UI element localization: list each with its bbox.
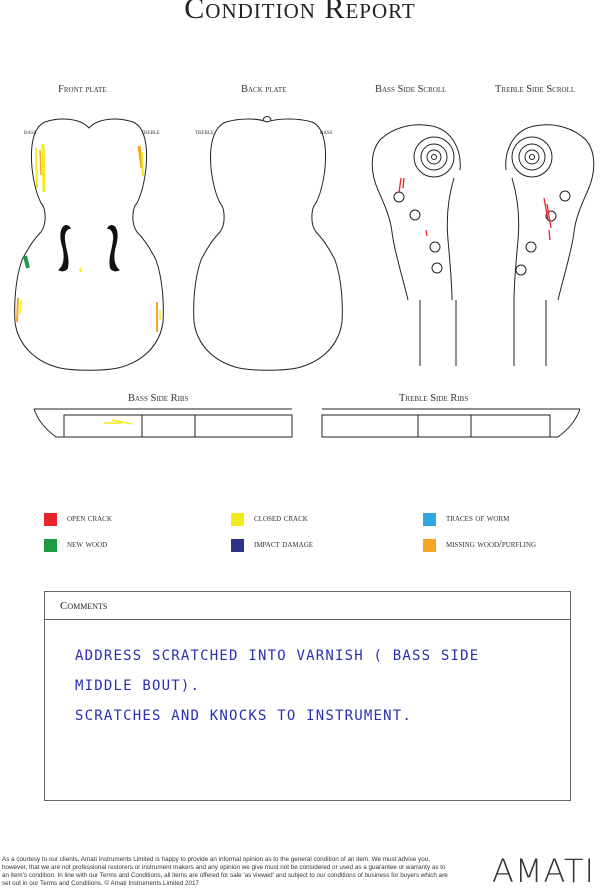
amati-logo: AMATI xyxy=(492,852,595,890)
legend-impact-damage: impact damage xyxy=(254,539,314,550)
back-plate-outline xyxy=(194,117,343,371)
front-plate-label: Front plate xyxy=(58,84,107,95)
treble-scroll-outline xyxy=(506,125,594,366)
legend-swatch-missing-wood xyxy=(423,539,436,552)
comment-line-3: SCRATCHES AND KNOCKS TO INSTRUMENT. xyxy=(75,708,413,724)
treble-scroll-label: Treble Side Scroll xyxy=(495,84,576,95)
legend-swatch-impact-damage xyxy=(231,539,244,552)
legend-traces-of-worm: traces of worm xyxy=(446,513,510,524)
comment-line-1: ADDRESS SCRATCHED INTO VARNISH ( BASS SIDE xyxy=(75,648,480,664)
comment-line-2: MIDDLE BOUT). xyxy=(75,678,201,694)
back-treble-label: treble xyxy=(195,129,214,136)
legend-swatch-closed-crack xyxy=(231,513,244,526)
comments-heading: Comments xyxy=(45,592,570,620)
back-bass-label: bass xyxy=(320,129,333,136)
treble-ribs-outline xyxy=(322,409,580,437)
page-title: Condition Report xyxy=(184,0,416,25)
legend-missing-wood: missing wood/purfling xyxy=(446,539,537,550)
treble-ribs-label: Treble Side Ribs xyxy=(399,393,469,404)
legend-swatch-traces-of-worm xyxy=(423,513,436,526)
legend-new-wood: new wood xyxy=(67,539,108,550)
legend-swatch-new-wood xyxy=(44,539,57,552)
bass-ribs-outline xyxy=(34,409,292,437)
back-plate-label: Back plate xyxy=(241,84,287,95)
legend-closed-crack: closed crack xyxy=(254,513,308,524)
bass-ribs-damage xyxy=(104,420,132,424)
bass-scroll-outline xyxy=(372,125,460,366)
legend-swatch-open-crack xyxy=(44,513,57,526)
bass-scroll-damage xyxy=(399,178,427,236)
disclaimer-text: As a courtesy to our clients, Amati Instruments Limited is happy to provide an informal opinion as to the general condition of an item. We must advise you, however, that we are not professional restorers or instrument makers and any opinion we give must not be considered or used as a guarantee or warranty as to an item's condition. In line with our Terms and Conditions, all items are offered for sale 'as viewed' and subject to our conditions of business for buyers which are set out in our Terms and Conditions. © Amati Instruments Limited 2017 xyxy=(2,856,448,887)
bass-scroll-label: Bass Side Scroll xyxy=(375,84,447,95)
front-bass-label: bass xyxy=(24,129,37,136)
comments-box xyxy=(44,591,571,801)
legend-open-crack: open crack xyxy=(67,513,112,524)
front-treble-label: treble xyxy=(141,129,160,136)
bass-ribs-label: Bass Side Ribs xyxy=(128,393,189,404)
f-holes-icon xyxy=(58,225,120,271)
treble-scroll-damage xyxy=(544,198,551,240)
front-damage-marks xyxy=(17,144,160,332)
